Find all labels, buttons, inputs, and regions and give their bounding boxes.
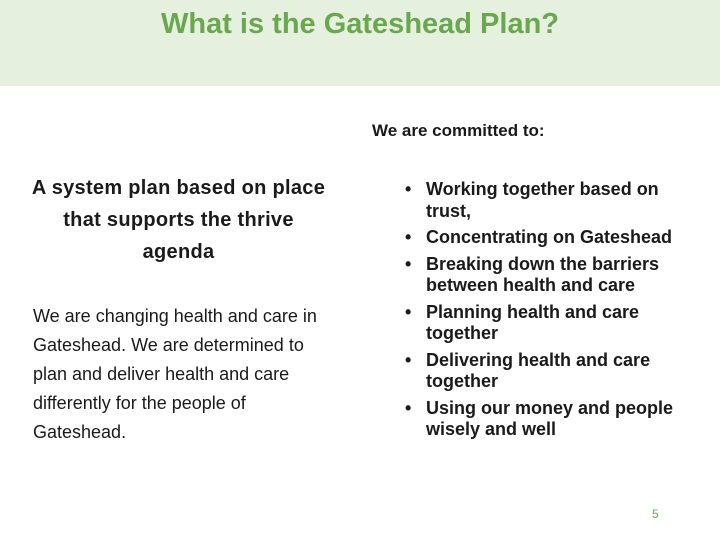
commitment-item [405, 350, 695, 393]
bullet-icon: • [405, 179, 412, 199]
commitment-item [405, 302, 695, 345]
commitment-text: Concentrating on Gateshead [426, 227, 673, 247]
bullet-icon: • [405, 253, 412, 274]
commitment-item [405, 179, 695, 222]
slide-title: What is the Gateshead Plan? [160, 8, 560, 40]
bullet-icon: • [405, 227, 412, 247]
commitment-text: Working together based on trust, [426, 179, 659, 221]
commitment-text: Delivering health and care together [426, 349, 651, 391]
commitment-text: Planning health and care together [426, 301, 640, 343]
commitment-item [405, 227, 695, 249]
commitment-text: Using our money and people wisely and well [426, 397, 674, 439]
left-body-text: We are changing health and care in Gateshead. We are determined to plan and deliver health and care differently for the people of Gateshead. [33, 306, 317, 442]
commitment-text: Breaking down the barriers between health and care [426, 253, 660, 295]
commitment-item [405, 254, 695, 297]
bullet-icon: • [405, 397, 412, 418]
left-heading: A system plan based on place that supports the thrive agenda [31, 177, 326, 263]
commitment-item [405, 398, 695, 441]
bullet-icon: • [405, 349, 412, 370]
commitments-list [405, 179, 695, 446]
bullet-icon: • [405, 301, 412, 322]
commitments-heading: We are committed to: [372, 121, 545, 140]
page-number: 5 [652, 507, 659, 521]
